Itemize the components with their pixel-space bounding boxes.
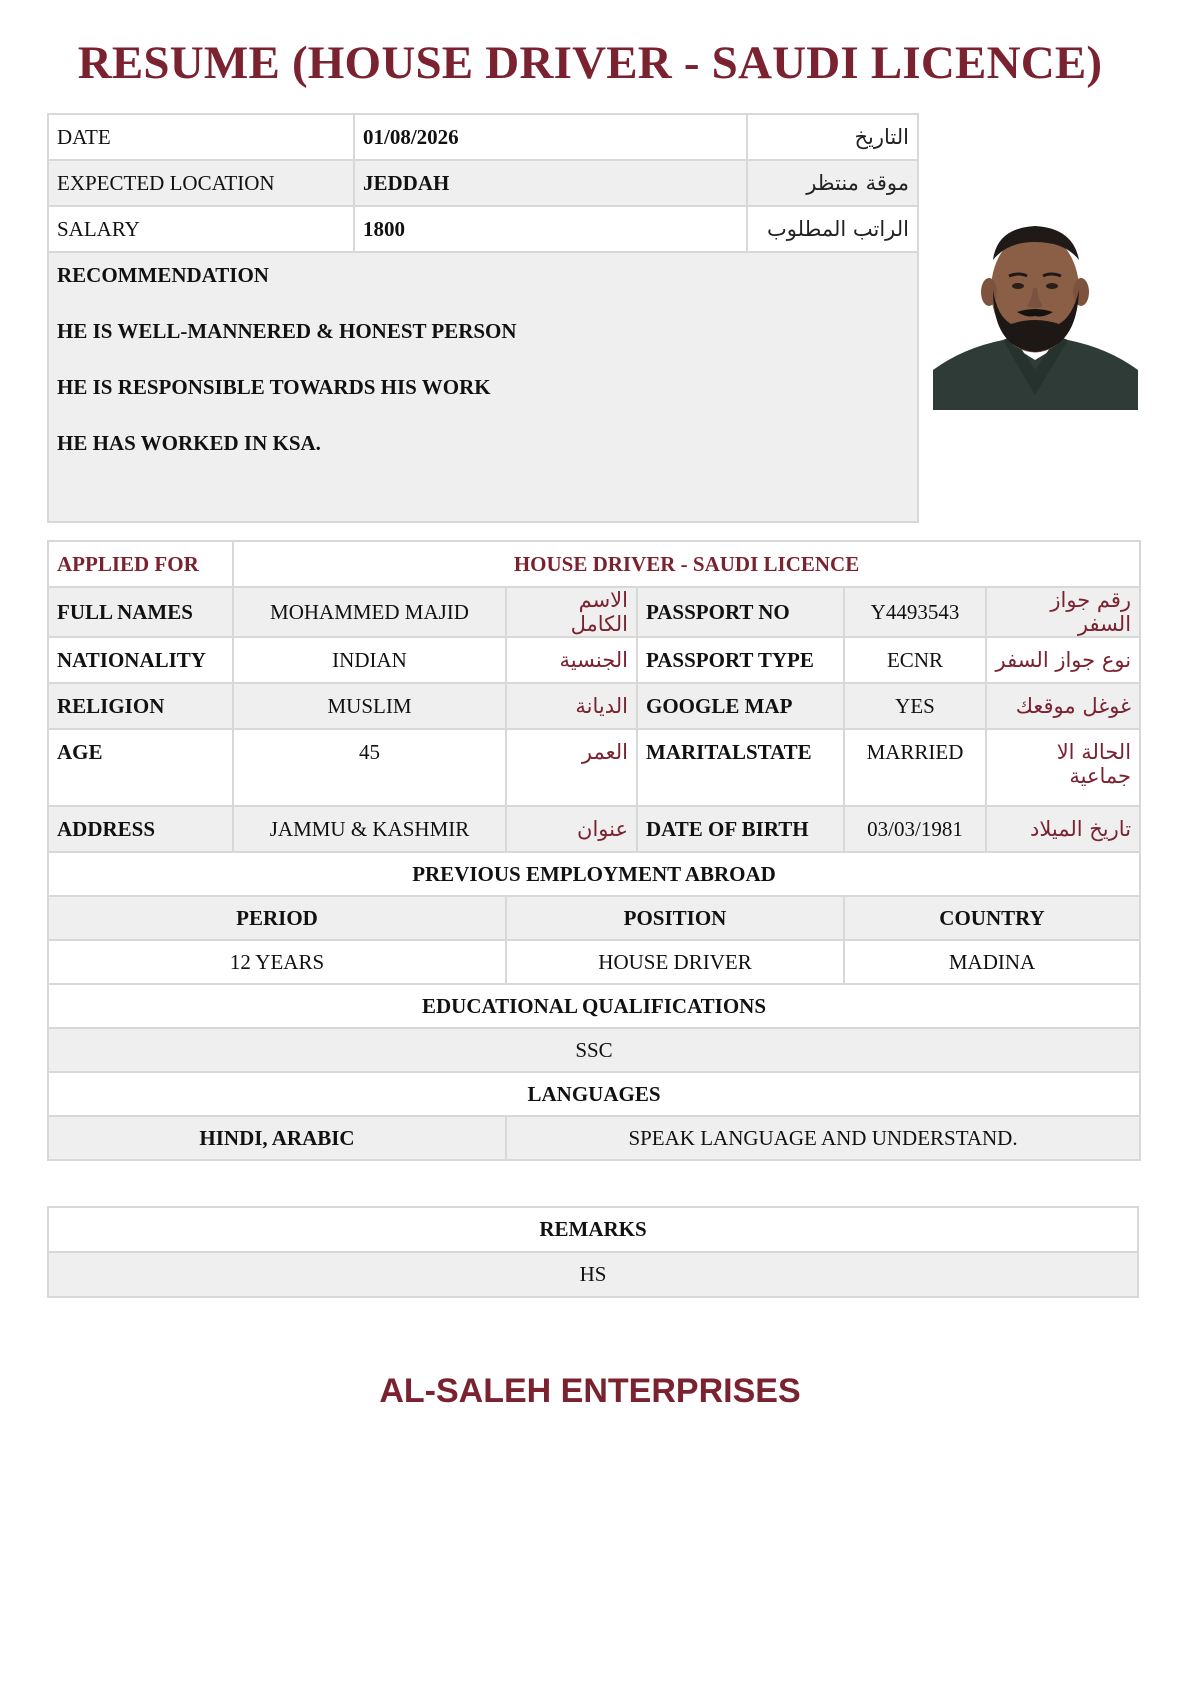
remarks-table (47, 1206, 1139, 1298)
period-header: PERIOD (48, 896, 506, 940)
languages-value: HINDI, ARABIC (48, 1116, 506, 1160)
dob-label-ar: تاريخ الميلاد (986, 806, 1140, 852)
salary-label: SALARY (48, 206, 354, 252)
education-heading-row (48, 984, 1140, 1028)
date-label: DATE (48, 114, 354, 160)
nationality-row (48, 637, 1140, 683)
age-row (48, 729, 1140, 806)
age-value: 45 (233, 729, 506, 806)
marital-label: MARITALSTATE (637, 729, 844, 806)
nationality-label: NATIONALITY (48, 637, 233, 683)
remarks-heading-row (48, 1207, 1138, 1252)
full-names-label: FULL NAMES (48, 587, 233, 637)
employment-header-row (48, 896, 1140, 940)
recommendation-line: HE IS RESPONSIBLE TOWARDS HIS WORK (57, 375, 491, 399)
date-label-ar: التاريخ (747, 114, 918, 160)
recommendation-line: HE IS WELL-MANNERED & HONEST PERSON (57, 319, 517, 343)
religion-row (48, 683, 1140, 729)
candidate-photo-image (933, 220, 1138, 410)
passport-type-label-ar: نوع جواز السفر (986, 637, 1140, 683)
full-names-value: MOHAMMED MAJID (233, 587, 506, 637)
period-value: 12 YEARS (48, 940, 506, 984)
languages-ability: SPEAK LANGUAGE AND UNDERSTAND. (506, 1116, 1140, 1160)
education-row (48, 1028, 1140, 1072)
country-value: MADINA (844, 940, 1140, 984)
salary-row (48, 206, 918, 252)
religion-label-ar: الديانة (506, 683, 637, 729)
summary-table (47, 113, 919, 523)
candidate-photo (933, 220, 1138, 410)
recommendation-heading: RECOMMENDATION (57, 263, 269, 287)
recommendation-block (48, 252, 918, 522)
remarks-heading: REMARKS (48, 1207, 1138, 1252)
company-name: AL-SALEH ENTERPRISES (379, 1372, 801, 1410)
employment-heading: PREVIOUS EMPLOYMENT ABROAD (48, 852, 1140, 896)
address-label: ADDRESS (48, 806, 233, 852)
passport-type-value: ECNR (844, 637, 986, 683)
dob-value: 03/03/1981 (844, 806, 986, 852)
position-value: HOUSE DRIVER (506, 940, 844, 984)
resume-title: RESUME (HOUSE DRIVER - SAUDI LICENCE) (77, 37, 1103, 89)
recommendation-row (48, 252, 918, 522)
google-map-label-ar: غوغل موقعك (986, 683, 1140, 729)
address-label-ar: عنوان (506, 806, 637, 852)
remarks-row (48, 1252, 1138, 1297)
address-value: JAMMU & KASHMIR (233, 806, 506, 852)
full-names-label-ar: الاسم الكامل (506, 587, 637, 637)
applied-for-value: HOUSE DRIVER - SAUDI LICENCE (233, 541, 1140, 587)
date-row (48, 114, 918, 160)
education-value: SSC (48, 1028, 1140, 1072)
religion-label: RELIGION (48, 683, 233, 729)
age-label: AGE (48, 729, 233, 806)
location-label: EXPECTED LOCATION (48, 160, 354, 206)
google-map-label: GOOGLE MAP (637, 683, 844, 729)
full-names-row (48, 587, 1140, 637)
marital-label-ar: الحالة الا جماعية (986, 729, 1140, 806)
education-heading: EDUCATIONAL QUALIFICATIONS (48, 984, 1140, 1028)
salary-value: 1800 (354, 206, 747, 252)
passport-no-value: Y4493543 (844, 587, 986, 637)
nationality-value: INDIAN (233, 637, 506, 683)
salary-label-ar: الراتب المطلوب (747, 206, 918, 252)
google-map-value: YES (844, 683, 986, 729)
remarks-value: HS (48, 1252, 1138, 1297)
location-row (48, 160, 918, 206)
nationality-label-ar: الجنسية (506, 637, 637, 683)
passport-no-label: PASSPORT NO (637, 587, 844, 637)
passport-type-label: PASSPORT TYPE (637, 637, 844, 683)
applied-for-label: APPLIED FOR (48, 541, 233, 587)
languages-heading: LANGUAGES (48, 1072, 1140, 1116)
address-row (48, 806, 1140, 852)
marital-value: MARRIED (844, 729, 986, 806)
applied-for-row (48, 541, 1140, 587)
age-label-ar: العمر (506, 729, 637, 806)
employment-row (48, 940, 1140, 984)
religion-value: MUSLIM (233, 683, 506, 729)
location-label-ar: موقة منتظر (747, 160, 918, 206)
date-value: 01/08/2026 (354, 114, 747, 160)
recommendation-line: HE HAS WORKED IN KSA. (57, 431, 321, 455)
dob-label: DATE OF BIRTH (637, 806, 844, 852)
country-header: COUNTRY (844, 896, 1140, 940)
employment-heading-row (48, 852, 1140, 896)
details-table (47, 540, 1141, 1161)
position-header: POSITION (506, 896, 844, 940)
passport-no-label-ar: رقم جواز السفر (986, 587, 1140, 637)
languages-row (48, 1116, 1140, 1160)
languages-heading-row (48, 1072, 1140, 1116)
location-value: JEDDAH (354, 160, 747, 206)
